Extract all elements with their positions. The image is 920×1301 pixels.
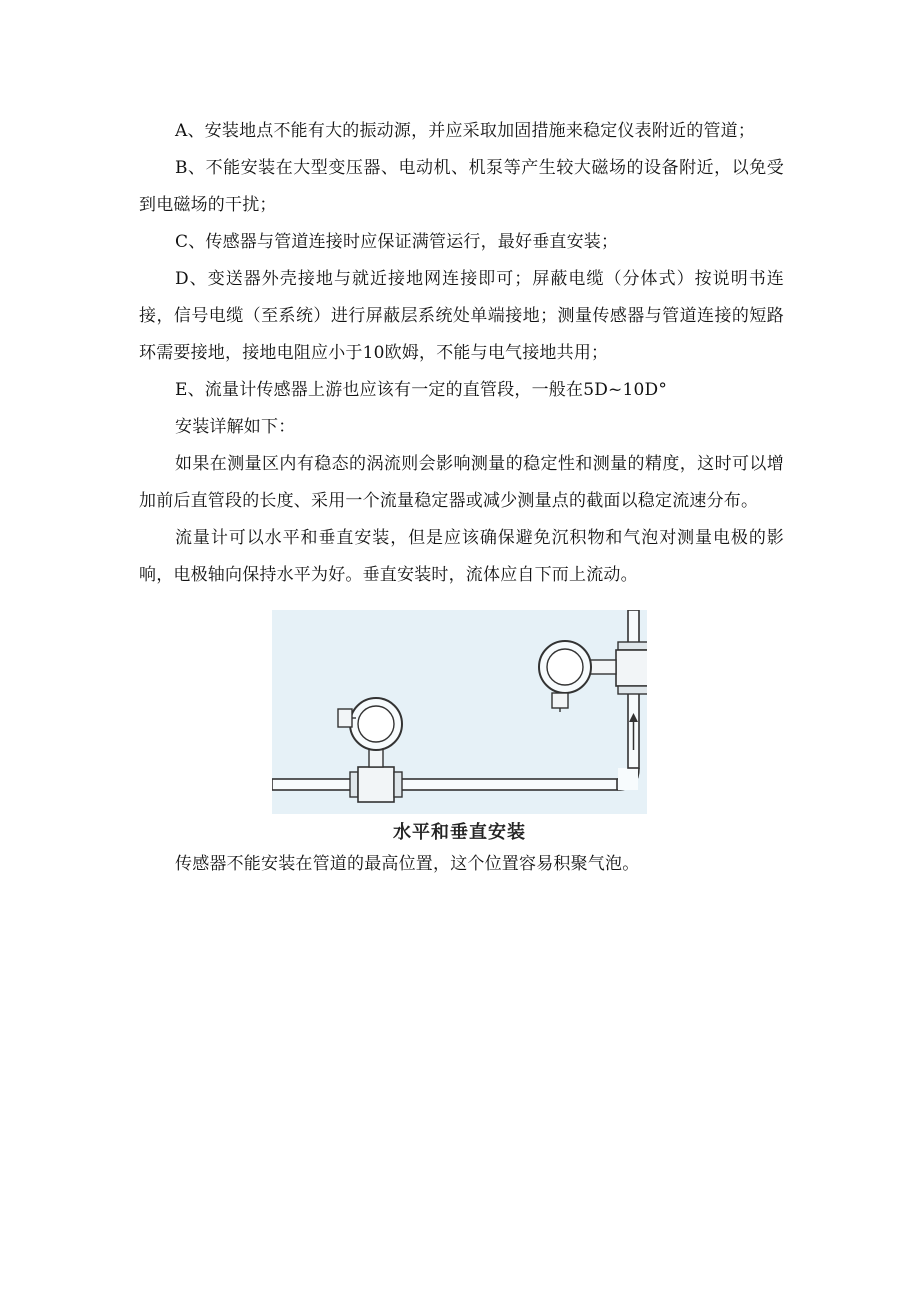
item-a: A、安装地点不能有大的振动源，并应采取加固措施来稳定仪表附近的管道； — [175, 121, 756, 141]
horizontal-pipe — [272, 779, 617, 790]
vertical-sensor-neck — [588, 660, 616, 674]
flowmeter-diagram — [272, 610, 647, 814]
right-flange — [394, 772, 402, 797]
item-d: D、变送器外壳接地与就近接地网连接即可；屏蔽电缆（分体式）按说明书连接，信号电缆（至系统）进行屏蔽层系统处单端接地；测量传感器与管道连接的短路环需要接地，接地电阻应小于10欧姆，不能与电气接地共用； — [139, 269, 784, 363]
vertical-sensor-body — [616, 650, 647, 686]
left-flange — [350, 772, 358, 797]
body-paragraph-1: 如果在测量区内有稳态的涡流则会影响测量的稳定性和测量的精度，这时可以增加前后直管段的长度、采用一个流量稳定器或减少测量点的截面以稳定流速分布。 — [139, 454, 784, 511]
section-heading: 安装详解如下： — [175, 417, 296, 437]
upper-flange — [618, 642, 647, 650]
lower-flange — [618, 686, 647, 694]
item-b: B、不能安装在大型变压器、电动机、机泵等产生较大磁场的设备附近，以免受到电磁场的干扰； — [139, 158, 784, 215]
final-paragraph: 传感器不能安装在管道的最高位置，这个位置容易积聚气泡。 — [175, 854, 640, 874]
item-c: C、传感器与管道连接时应保证满管运行，最好垂直安装； — [175, 232, 619, 252]
horizontal-cable-gland — [338, 709, 352, 727]
item-e: E、流量计传感器上游也应该有一定的直管段，一般在5D~10D° — [175, 380, 668, 400]
figure-caption: 水平和垂直安装 — [393, 822, 526, 843]
body-paragraph-2: 流量计可以水平和垂直安装，但是应该确保避免沉积物和气泡对测量电极的影响，电极轴向保持水平为好。垂直安装时，流体应自下而上流动。 — [139, 528, 784, 585]
installation-figure — [272, 610, 647, 814]
vertical-cable-gland — [552, 693, 568, 708]
horizontal-sensor-body — [358, 767, 394, 802]
